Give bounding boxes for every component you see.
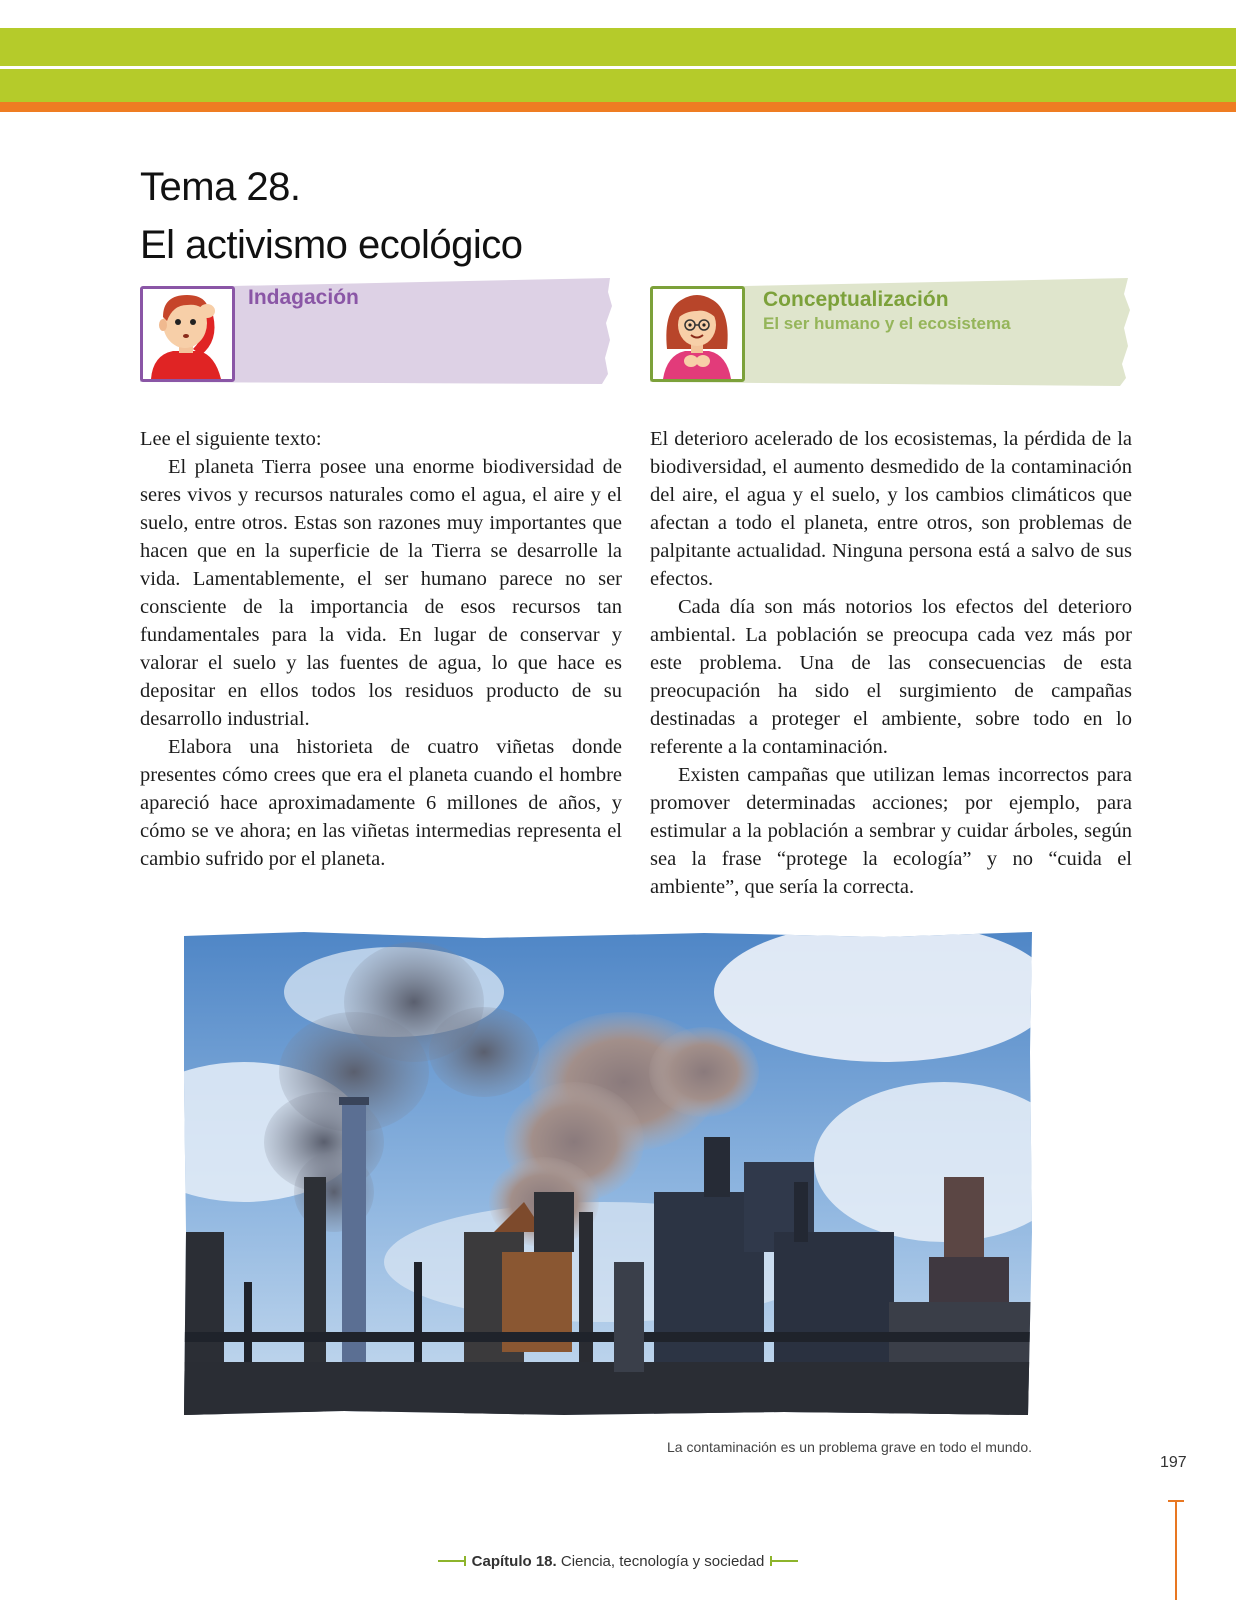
- footer-chapter-title: Ciencia, tecnología y sociedad: [560, 1552, 765, 1570]
- boy-thinking-icon: [143, 289, 232, 379]
- conceptualizacion-avatar-frame: [650, 286, 745, 382]
- factory-smoke-image: [184, 932, 1032, 1415]
- indagacion-banner: [140, 278, 620, 390]
- left-intro: Lee el siguiente texto:: [140, 428, 322, 450]
- left-paragraph-2: Elabora una historieta de cuatro viñetas donde presentes cómo crees que era el planeta cuando el hombre apareció hace aproximadamente 6 millones de años, y cómo se ve ahora; en las viñetas intermedias representa el cambio sufrido por el planeta.: [140, 736, 622, 870]
- right-paragraph-3: Existen campañas que utilizan lemas incorrectos para promover determinadas acciones; por ejemplo, para estimular a la población a sembrar y cuidar árboles, según sea la frase “protege la ecología” y no “cuida el ambiente”, que sería la correcta.: [650, 764, 1132, 898]
- header-band-orange: [0, 102, 1236, 112]
- footer-line-left: [438, 1560, 464, 1562]
- indagacion-title: Indagación: [248, 286, 359, 309]
- page-title: [140, 158, 523, 274]
- footer-chapter: Capítulo 18.: [471, 1552, 557, 1570]
- title-line-2: El activismo ecológico: [140, 223, 523, 267]
- right-paragraph-2: Cada día son más notorios los efectos del deterioro ambiental. La población se preocupa cada vez más por este problema. Una de las consecuencias de esta preocupación ha sido el surgimiento de campañas destinadas a proteger el ambiente, sobre todo en lo referente a la contaminación.: [650, 596, 1132, 758]
- conceptualizacion-title: Conceptualización: [763, 288, 949, 311]
- pollution-photo: [184, 932, 1032, 1415]
- footer: [0, 1550, 1236, 1572]
- indagacion-avatar-frame: [140, 286, 235, 382]
- right-column: [650, 425, 1132, 901]
- girl-teacher-icon: [653, 289, 742, 379]
- header-band-top: [0, 28, 1236, 66]
- figure-caption: La contaminación es un problema grave en todo el mundo.: [666, 1439, 1032, 1455]
- right-paragraph-1: El deterioro acelerado de los ecosistemas, la pérdida de la biodiversidad, el aumento desmedido de la contaminación del aire, el agua y el suelo, y los cambios climáticos que afectan a todo el planeta, entre otros, son problemas de palpitante actualidad. Ninguna persona está a salvo de sus efectos.: [650, 428, 1132, 590]
- header-band-middle: [0, 69, 1236, 102]
- conceptualizacion-banner: [650, 278, 1132, 390]
- conceptualizacion-subtitle: El ser humano y el ecosistema: [763, 314, 1011, 333]
- left-paragraph-1: El planeta Tierra posee una enorme biodiversidad de seres vivos y recursos naturales como el agua, el aire y el suelo, entre otros. Estas son razones muy importantes que hacen que en la superficie de la Tierra se desarrolle la vida. Lamentablemente, el ser humano parece no ser consciente de la importancia de esos recursos tan fundamentales para la vida. En lugar de conservar y valorar el suelo y las fuentes de agua, lo que hace es depositar en ellos todos los residuos producto de su desarrollo industrial.: [140, 456, 622, 730]
- title-line-1: Tema 28.: [140, 165, 301, 209]
- left-column: [140, 425, 622, 873]
- page-number: 197: [1160, 1454, 1187, 1471]
- footer-line-right: [772, 1560, 798, 1562]
- footer-text: [472, 1553, 765, 1570]
- footer-cap-left: [464, 1556, 466, 1566]
